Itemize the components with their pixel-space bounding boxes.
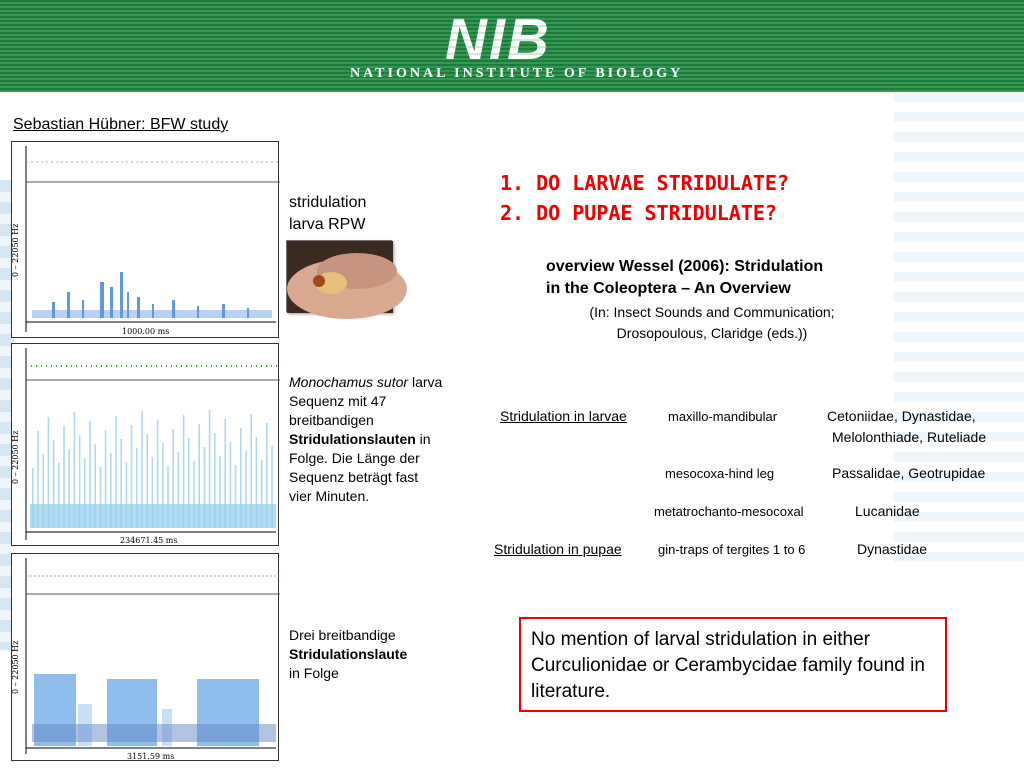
mech-metatrochanto: metatrochanto-mesocoxal (654, 504, 804, 519)
right-decoration (894, 92, 1024, 562)
caption-rpw: stridulation larva RPW (289, 194, 367, 233)
author-title: Sebastian Hübner: BFW study (13, 116, 229, 133)
larva-photo (286, 240, 392, 312)
spectrogram-2-bursts (30, 410, 276, 528)
larvae-label: Stridulation in larvae (500, 408, 627, 424)
caption-monochamus: Monochamus sutor larva Sequenz mit 47 breitbandigen Stridulationslauten in Folge. Die Länge der Sequenz beträgt fast vier Minuten. (289, 374, 443, 504)
overview-title: overview Wessel (2006): Stridulation in the Coleoptera – An Overview (546, 258, 824, 297)
institute-name: NATIONAL INSTITUTE OF BIOLOGY (350, 66, 684, 81)
fam-melolonthiade: Melolonthiade, Ruteliade (832, 429, 987, 445)
overview-citation: (In: Insect Sounds and Communication; Drosopoulous, Claridge (eds.)) (589, 304, 835, 341)
spectrogram-2-duration: 234671.45 ms (120, 536, 178, 545)
mech-maxillo: maxillo-mandibular (668, 409, 778, 424)
fam-cetoniidae: Cetoniidae, Dynastidae, (827, 408, 976, 424)
spectrogram-3-duration: 3151.59 ms (127, 752, 175, 761)
spectrogram-3-bursts (32, 674, 276, 746)
research-questions (500, 168, 789, 228)
nib-logo: NIB (445, 7, 551, 72)
mech-gin-traps: gin-traps of tergites 1 to 6 (658, 542, 806, 557)
caption-three-sounds: Drei breitbandige Stridulationslaute in Folge (289, 627, 408, 681)
question-1: 1. DO LARVAE STRIDULATE? (500, 171, 789, 195)
mech-mesocoxa: mesocoxa-hind leg (665, 466, 775, 481)
spectrogram-2-ylabel: 0 – 22050 Hz (11, 430, 20, 484)
spectrogram-3-ylabel: 0 – 22050 Hz (11, 640, 20, 694)
spectrogram-1-duration: 1000.00 ms (122, 327, 170, 336)
fam-passalidae: Passalidae, Geotrupidae (832, 465, 986, 481)
spectrogram-1-bursts (32, 272, 272, 318)
header-banner (0, 0, 1024, 92)
spectrogram-2 (11, 343, 279, 546)
conclusion-box: No mention of larval stridulation in either Curculionidae or Cerambycidae family found in literature. (519, 617, 947, 712)
spectrogram-3 (11, 553, 279, 761)
pupae-label: Stridulation in pupae (494, 541, 622, 557)
fam-lucanidae: Lucanidae (855, 503, 920, 519)
fam-dynastidae: Dynastidae (857, 541, 928, 557)
spectrogram-1 (11, 141, 279, 338)
question-2: 2. DO PUPAE STRIDULATE? (500, 201, 777, 225)
spectrogram-1-ylabel: 0 – 22050 Hz (11, 223, 20, 277)
